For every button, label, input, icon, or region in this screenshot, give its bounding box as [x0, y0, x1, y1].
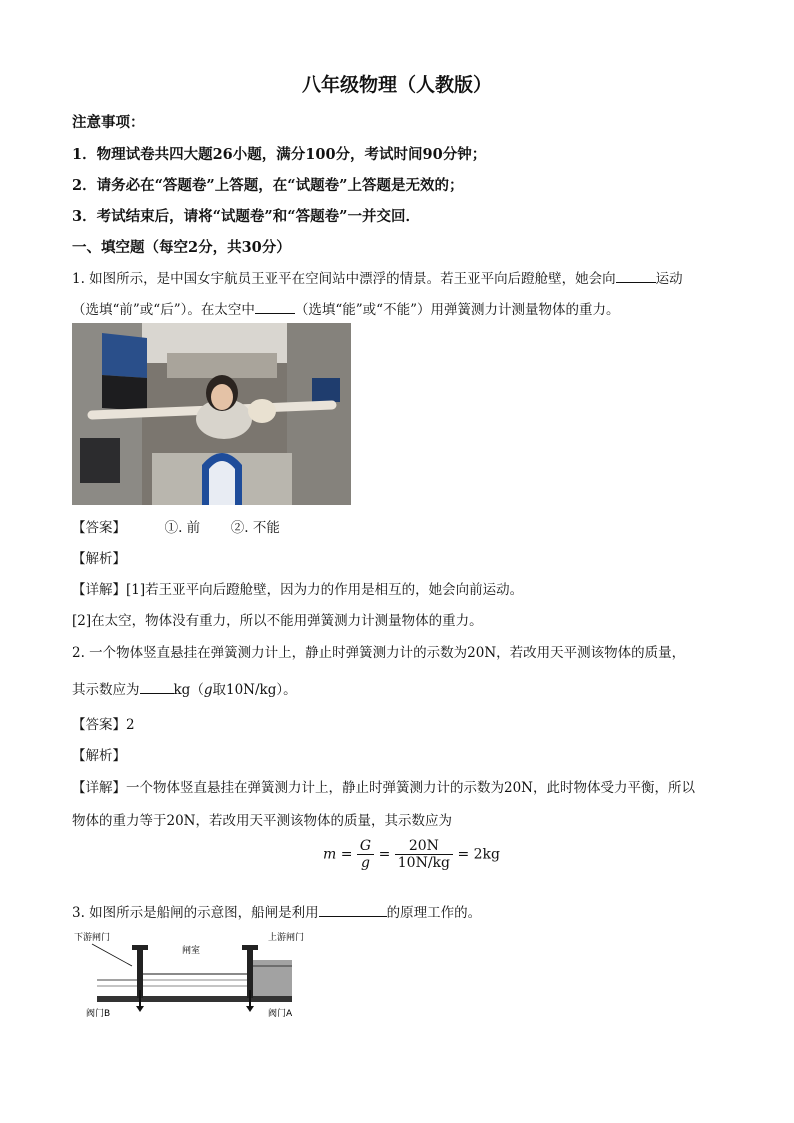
label-valve-a: 阀门A: [268, 1009, 293, 1019]
q2-g-symbol: g: [203, 682, 213, 698]
notice-heading: 注意事项：: [72, 114, 145, 131]
notice-item-2: 2．请务必在“答题卷”上答题，在“试题卷”上答题是无效的；: [72, 177, 464, 194]
formula-eq-3: =: [457, 846, 470, 863]
page-title: 八年级物理（人教版）: [301, 74, 492, 96]
formula-num-2: 20N: [395, 838, 453, 855]
q2-detail-2: 物体的重力等于20N，若改用天平测该物体的质量，其示数应为: [72, 813, 452, 829]
space-station-photo: [72, 323, 351, 505]
q2-stem-line2: [72, 678, 297, 698]
label-chamber: 闸室: [182, 946, 201, 956]
q1-text-b: 运动: [655, 271, 683, 287]
q1-text-d: （选填“能”或“不能”）用弹簧测力计测量物体的重力。: [294, 302, 620, 318]
q1-blank-1[interactable]: [616, 268, 656, 283]
q3-blank[interactable]: [319, 902, 387, 917]
q2-text-a: 其示数应为: [72, 682, 140, 698]
q2-answer-value: 2: [126, 717, 135, 733]
q1-analysis-label: 【解析】: [72, 551, 126, 567]
q3-text-a: 3. 如图所示是船闸的示意图，船闸是利用: [72, 905, 319, 921]
q2-answer-row: [72, 713, 135, 733]
q1-text-a: 1. 如图所示，是中国女宇航员王亚平在空间站中漂浮的情景。若王亚平向后蹬舱壁，她会向: [72, 271, 616, 287]
label-upstream-gate: 上游闸门: [268, 933, 305, 943]
q2-text-c: 取10N/kg）。: [212, 682, 297, 698]
formula-den-2: 10N/kg: [397, 855, 450, 871]
ship-lock-diagram: [72, 928, 317, 1020]
formula-den-1: g: [361, 855, 370, 871]
section-heading: 一、填空题（每空2分，共30分）: [72, 239, 291, 256]
q2-detail-1: 【详解】一个物体竖直悬挂在弹簧测力计上，静止时弹簧测力计的示数为20N，此时物体受力平衡，所以: [72, 780, 695, 796]
notice-item-1: 1．物理试卷共四大题26小题，满分100分，考试时间90分钟；: [72, 146, 487, 163]
formula-eq-2: =: [378, 846, 391, 863]
q1-stem-line2: [72, 298, 619, 318]
q3-text-b: 的原理工作的。: [386, 905, 482, 921]
formula-fraction-2: [395, 838, 453, 871]
q2-text-b: kg（: [173, 682, 204, 698]
q1-text-c: （选填“前”或“后”）。在太空中: [72, 302, 255, 318]
formula-eq-1: =: [340, 846, 353, 863]
ship-lock-figure: [72, 928, 317, 1020]
formula-fraction-1: [357, 838, 374, 871]
q2-formula: [323, 838, 500, 871]
formula-m: m: [323, 846, 337, 863]
q2-analysis-label: 【解析】: [72, 748, 126, 764]
label-valve-b: 阀门B: [86, 1009, 111, 1019]
q1-stem-line1: [72, 267, 683, 287]
label-downstream-gate: 下游闸门: [74, 933, 111, 943]
formula-result: 2kg: [473, 846, 500, 863]
notice-item-3: 3．考试结束后，请将“试题卷”和“答题卷”一并交回．: [72, 208, 420, 225]
q2-stem-line1: 2. 一个物体竖直悬挂在弹簧测力计上，静止时弹簧测力计的示数为20N，若改用天平测该物体的质量，: [72, 645, 686, 661]
q1-detail-1: 【详解】[1]若王亚平向后蹬舱壁，因为力的作用是相互的，她会向前运动。: [72, 582, 524, 598]
q1-answer-1: ①. 前: [164, 520, 201, 536]
formula-num-1: G: [357, 838, 374, 855]
q1-answer-label: 【答案】: [72, 520, 126, 536]
q2-answer-label: 【答案】: [72, 717, 126, 733]
q1-detail-2: [2]在太空，物体没有重力，所以不能用弹簧测力计测量物体的重力。: [72, 613, 483, 629]
q1-answer-2: ②. 不能: [230, 520, 280, 536]
astronaut-image: [72, 323, 351, 505]
q1-blank-2[interactable]: [255, 299, 295, 314]
q3-stem: [72, 901, 481, 921]
q2-blank[interactable]: [140, 679, 174, 694]
q1-answer-row: [72, 516, 280, 536]
